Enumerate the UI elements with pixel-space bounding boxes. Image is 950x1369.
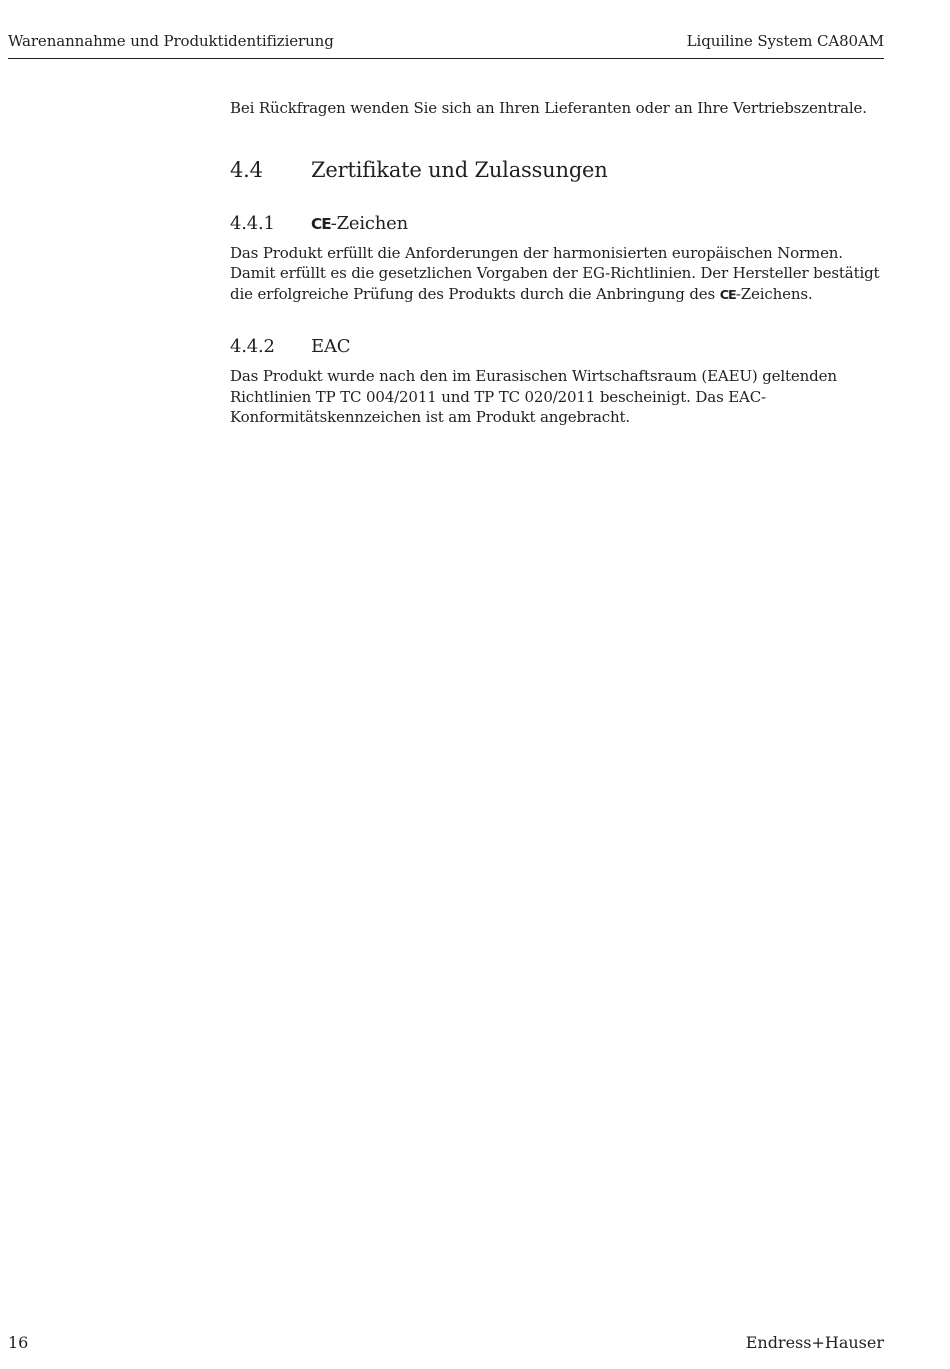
header-section-title: Warenannahme und Produktidentifizierung: [8, 32, 334, 50]
subsection-title: EAC: [311, 336, 351, 357]
section-4-4-2-heading: [230, 336, 880, 358]
subsection-number: 4.4.2: [230, 336, 275, 357]
intro-paragraph: Bei Rückfragen wenden Sie sich an Ihren Lieferanten oder an Ihre Vertriebszentrale.: [230, 99, 867, 117]
subsection-title: CE-Zeichen: [311, 212, 409, 234]
footer-brand: Endress+Hauser: [745, 1333, 884, 1352]
ce-mark-icon: CE: [719, 287, 736, 303]
section-4-4-1-heading: [230, 213, 880, 235]
ce-paragraph: Das Produkt erfüllt die Anforderungen der harmonisierten europäischen Normen. Damit erfüllt es die gesetzlichen Vorgaben der EG-Richtlinien. Der Hersteller bestätigt die erfolgreiche Prüfung des Produkts durch die Anbringung des CE-Zeichens.: [230, 243, 880, 303]
ce-mark-icon: CE: [311, 214, 331, 233]
page-header: [8, 30, 884, 59]
section-4-4-heading: [230, 157, 880, 183]
page-number: 16: [8, 1333, 29, 1352]
subsection-number: 4.4.1: [230, 212, 275, 234]
header-product-name: Liquiline System CA80AM: [686, 32, 884, 50]
section-number: 4.4: [230, 157, 263, 182]
main-content: [230, 98, 880, 428]
eac-paragraph: Das Produkt wurde nach den im Eurasischen Wirtschaftsraum (EAEU) geltenden Richtlinien TP TC 004/2011 und TP TC 020/2011 bescheinigt. Das EAC-Konformitätskennzeichen ist am Produkt angebracht.: [230, 367, 837, 426]
section-title: Zertifikate und Zulassungen: [311, 157, 608, 182]
